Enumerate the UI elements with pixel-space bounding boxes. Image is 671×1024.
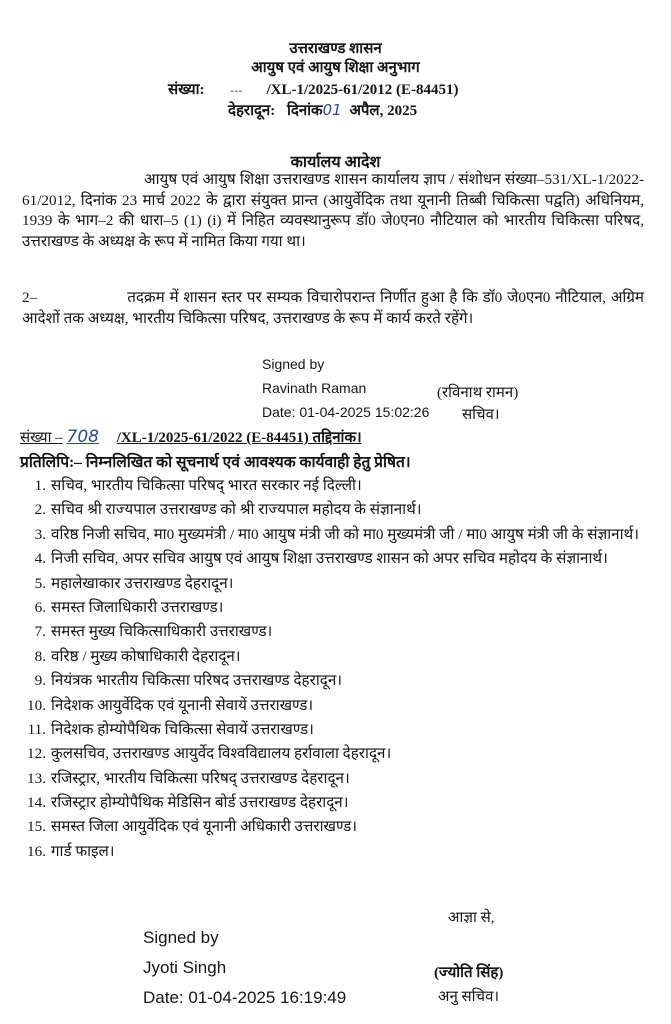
recipient-item [22,720,647,741]
recipient-text: वरिष्ठ / मुख्य कोषाधिकारी देहरादून। [51,647,241,665]
number-blank: --- [230,86,243,97]
place-label: देहरादून: [228,103,276,119]
recipient-text: महालेखाकार उत्तराखण्ड देहरादून। [51,574,234,592]
copy-recipient-list [22,476,647,866]
recipient-number: 3. [34,525,46,543]
recipient-text: रजिस्ट्रार, भारतीय चिकित्सा परिषद् उत्तराखण्ड देहरादून। [51,769,350,787]
recipient-text: रजिस्ट्रार होम्योपैथिक मेडिसिन बोर्ड उत्तराखण्ड देहरादून। [51,794,349,812]
recipient-number: 12. [27,745,46,763]
recipient-item [22,793,647,814]
recipient-text: कुलसचिव, उत्तराखण्ड आयुर्वेद विश्वविद्यालय हर्रावाला देहरादून। [51,745,392,763]
recipient-item [22,525,647,546]
by-order: आज्ञा से, [448,910,495,926]
copy-number-label: संख्या – [20,430,63,446]
recipient-item [22,598,647,619]
date-month-year: अपैल, 2025 [349,103,418,119]
recipient-number: 6. [34,598,46,616]
recipient-number: 13. [27,769,46,787]
copy-number-line [20,427,362,447]
sig2-designation: अनु सचिव। [438,989,500,1005]
order-title: कार्यालय आदेश [290,154,381,171]
recipient-item [22,647,647,668]
recipient-number: 11. [27,720,46,738]
recipient-number: 9. [34,672,46,690]
recipient-number: 2. [34,501,46,519]
government-name: उत्तराखण्ड शासन [289,41,382,57]
recipient-text: समस्त जिलाधिकारी उत्तराखण्ड। [51,598,224,616]
recipient-item [22,842,647,863]
order-paragraph-2 [22,288,644,329]
recipient-number: 7. [34,623,46,641]
recipient-item [22,769,647,790]
sig2-date: Date: 01-04-2025 16:19:49 [143,988,347,1007]
sig1-signed-by: Signed by [262,356,325,372]
recipient-text: समस्त मुख्य चिकित्साधिकारी उत्तराखण्ड। [51,623,273,641]
recipient-number: 4. [34,550,46,568]
copy-intro: प्रतिलिपि:– निम्नलिखित को सूचनार्थ एवं आवश्यक कार्यवाही हेतु प्रेषित। [20,454,411,471]
recipient-number: 5. [34,574,46,592]
recipient-item [22,671,647,692]
recipient-text: नियंत्रक भारतीय चिकित्सा परिषद उत्तराखण्ड देहरादून। [51,672,343,690]
sig1-hindi-name: (रविनाथ रामन) [437,385,519,401]
recipient-item [22,549,647,570]
recipient-number: 15. [27,818,46,836]
recipient-text: निजी सचिव, अपर सचिव आयुष एवं आयुष शिक्षा उत्तराखण्ड शासन को अपर सचिव महोदय के संज्ञानार्थ। [51,550,608,568]
recipient-text: सचिव श्री राज्यपाल उत्तराखण्ड को श्री राज्यपाल महोदय के संज्ञानार्थ। [51,501,422,519]
sig2-signed-by: Signed by [143,928,219,947]
recipient-item [22,696,647,717]
copy-number-handwritten: 708 [66,427,99,447]
sig1-designation: सचिव। [462,407,500,423]
order-number-line [168,79,459,99]
recipient-text: समस्त जिला आयुर्वेदिक एवं यूनानी अधिकारी उत्तराखण्ड। [51,818,358,836]
recipient-item [22,622,647,643]
section-name: आयुष एवं आयुष शिक्षा अनुभाग [251,60,420,76]
number-reference: /XL-1/2025-61/2012 (E-84451) [266,82,459,98]
recipient-number: 16. [27,842,46,860]
date-day-handwritten: 01 [322,101,342,119]
order-paragraph-1 [22,170,644,252]
recipient-item [22,744,647,765]
recipient-number: 1. [34,477,46,494]
recipient-item [22,476,647,497]
order-paragraph-1-text: आयुष एवं आयुष शिक्षा उत्तराखण्ड शासन कार्यालय ज्ञाप / संशोधन संख्या–531/XL-1/2022-61/2012, दिनांक 23 मार्च 2022 के द्वारा संयुक्त प्रान्त (आयुर्वेदिक तथा यूनानी तिब्बी चिकित्सा पद्वति) अधिनियम, 1939 के भाग–2 की धारा–5 (1) (i) में निहित व्यवस्थानुरूप डॉ0 जे0एन0 नौटियाल को भारतीय चिकित्सा परिषद, उत्तराखण्ड के अध्यक्ष के रूप में नामित किया गया था। [22,171,644,250]
order-paragraph-2-text: तदक्रम में शासन स्तर पर सम्यक विचारोपरान्त निर्णीत हुआ है कि डॉ0 जे0एन0 नौटियाल, अग्रिम आदेशों तक अध्यक्ष, भारतीय चिकित्सा परिषद, उत्तराखण्ड के रूप में कार्य करते रहेंगे। [22,289,644,327]
recipient-number: 14. [27,794,46,812]
recipient-text: निदेशक होम्योपैथिक चिकित्सा सेवायें उत्तराखण्ड। [51,720,314,738]
paragraph-2-number: 2– [22,289,38,306]
sig1-date: Date: 01-04-2025 15:02:26 [262,404,430,420]
place-date-line [228,100,417,120]
recipient-text: गार्ड फाइल। [51,842,115,860]
recipient-text: सचिव, भारतीय चिकित्सा परिषद् भारत सरकार नई दिल्ली। [51,477,362,494]
recipient-item [22,817,647,838]
recipient-item [22,574,647,595]
recipient-number: 10. [27,696,46,714]
sig2-hindi-name: (ज्योति सिंह) [434,965,504,981]
sig1-name: Ravinath Raman [262,380,367,396]
recipient-text: निदेशक आयुर्वेदिक एवं यूनानी सेवायें उत्तराखण्ड। [51,696,314,714]
recipient-number: 8. [34,647,46,665]
sig2-name: Jyoti Singh [143,958,227,977]
recipient-item [22,500,647,521]
recipient-text: वरिष्ठ निजी सचिव, मा0 मुख्यमंत्री / मा0 आयुष मंत्री जी को मा0 मुख्यमंत्री जी / मा0 आयुष मंत्री जी के संज्ञानार्थ। [51,525,639,543]
number-label: संख्या: [168,82,205,98]
copy-number-reference: /XL-1/2025-61/2022 (E-84451) तद्दिनांक। [116,430,362,446]
date-label: दिनांक [287,103,323,119]
